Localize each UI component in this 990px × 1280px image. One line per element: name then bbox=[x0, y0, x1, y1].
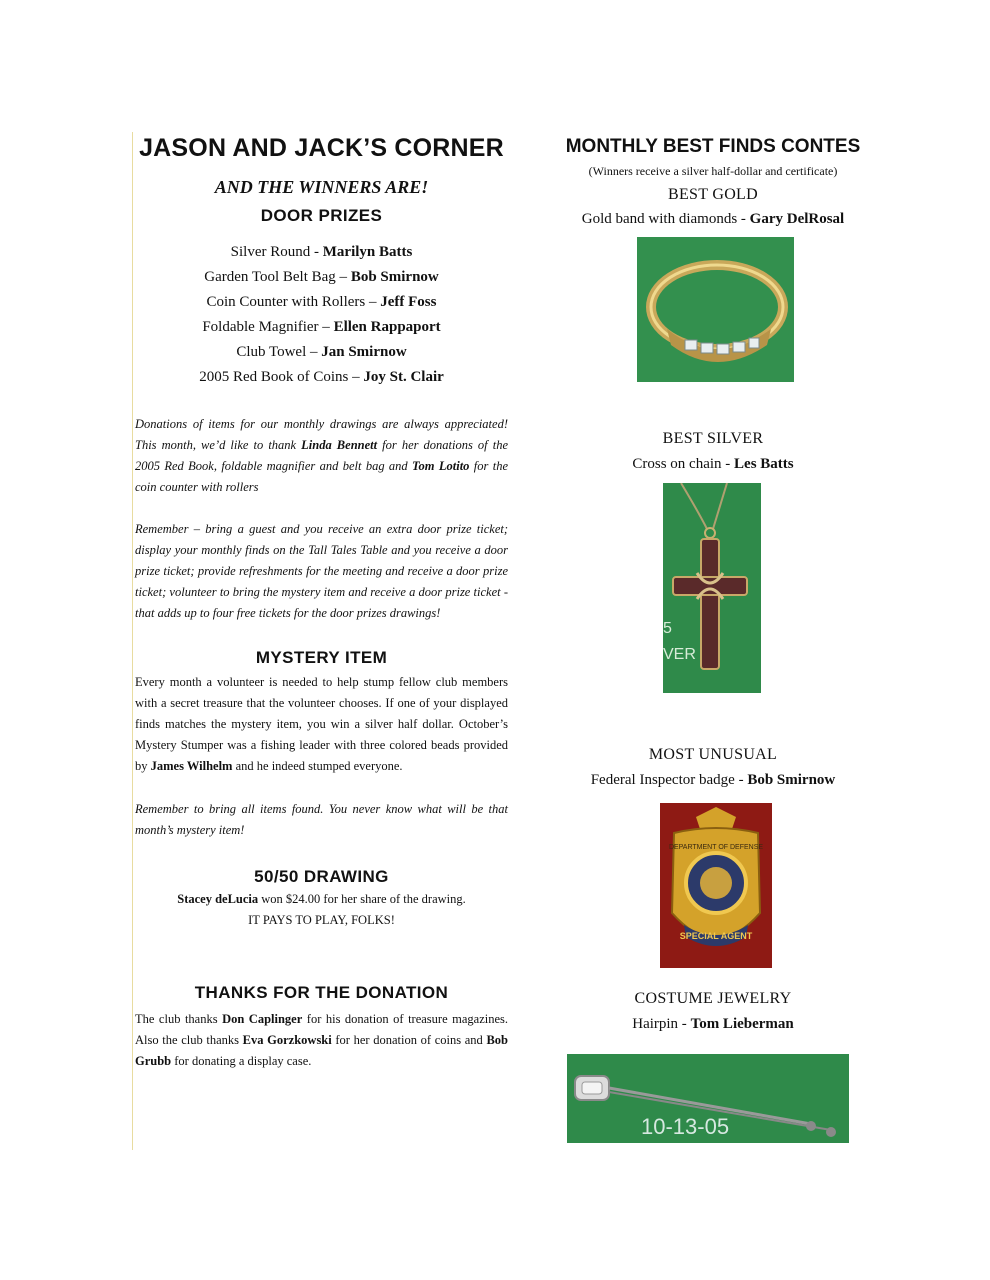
donor-name: Don Caplinger bbox=[222, 1012, 303, 1026]
drawing-winner: Stacey deLucia bbox=[177, 892, 259, 906]
most-unusual-winner bbox=[545, 772, 881, 789]
drawing-text: won $24.00 for her share of the drawing. bbox=[258, 892, 466, 906]
costume-jewelry-heading: COSTUME JEWELRY bbox=[634, 990, 792, 1007]
donor-name: Eva Gorzkowski bbox=[242, 1033, 332, 1047]
hairpin-photo bbox=[567, 1054, 849, 1143]
thanks-text: for donating a display case. bbox=[171, 1054, 312, 1068]
prize-item bbox=[135, 290, 508, 315]
remember-paragraph: Remember – bring a guest and you receive an extra door prize ticket; display your monthly finds on the Tall Tales Table and you receive a door prize ticket; provide refreshments for the meeting and receive a door prize ticket; volunteer to bring the mystery item and receive a door prize ticket - that adds up to four free tickets for the door prizes drawings! bbox=[135, 522, 508, 620]
thanks-text: for her donation of coins and bbox=[331, 1033, 487, 1047]
costume-jewelry-winner bbox=[545, 1016, 881, 1033]
drawing-heading: 50/50 DRAWING bbox=[254, 867, 389, 886]
federal-badge-photo bbox=[660, 803, 772, 968]
find-item: Cross on chain - bbox=[632, 456, 735, 472]
best-gold-winner bbox=[545, 211, 881, 228]
drawing-slogan: IT PAYS TO PLAY, FOLKS! bbox=[248, 913, 395, 927]
donor-name: Linda Bennett bbox=[301, 438, 378, 452]
mystery-text: and he indeed stumped everyone. bbox=[232, 759, 403, 773]
door-prizes-heading: DOOR PRIZES bbox=[260, 206, 383, 225]
thanks-heading: THANKS FOR THE DONATION bbox=[194, 983, 449, 1002]
column-divider bbox=[132, 132, 133, 1150]
donations-text: for her donations of the 2005 Red Book, foldable magnifier and belt bag and bbox=[135, 438, 508, 473]
hairpin-date-text: 10-13-05 bbox=[641, 1114, 730, 1139]
prize-name: Club Towel – bbox=[236, 344, 322, 360]
donations-text: for the coin counter with rollers bbox=[135, 459, 508, 494]
prize-winner: Jan Smirnow bbox=[321, 344, 407, 360]
find-item: Federal Inspector badge - bbox=[590, 772, 748, 788]
prize-winner: Joy St. Clair bbox=[363, 369, 444, 385]
find-winner: Bob Smirnow bbox=[747, 772, 836, 788]
left-column bbox=[135, 132, 508, 1072]
prize-name: Foldable Magnifier – bbox=[202, 319, 334, 335]
mystery-paragraph bbox=[135, 672, 508, 777]
prize-winner: Bob Smirnow bbox=[350, 269, 439, 285]
prize-item bbox=[135, 365, 508, 390]
prize-item bbox=[135, 340, 508, 365]
silver-cross-photo bbox=[663, 483, 761, 693]
badge-top-text: DEPARTMENT OF DEFENSE bbox=[668, 844, 764, 851]
thanks-text: The club thanks bbox=[135, 1012, 223, 1026]
thanks-paragraph bbox=[135, 1009, 508, 1072]
winners-subtitle: AND THE WINNERS ARE! bbox=[214, 177, 429, 197]
donations-paragraph bbox=[135, 414, 508, 498]
prize-item bbox=[135, 240, 508, 265]
gold-ring-photo bbox=[637, 237, 794, 382]
cross-overlay-text: VER bbox=[663, 646, 696, 663]
cross-overlay-text: 5 bbox=[663, 620, 672, 637]
door-prizes-list bbox=[135, 240, 508, 390]
donor-name: Bob Grubb bbox=[135, 1033, 508, 1068]
prize-winner: Jeff Foss bbox=[380, 294, 437, 310]
mystery-provider: James Wilhelm bbox=[150, 759, 233, 773]
prize-winner: Ellen Rappaport bbox=[333, 319, 441, 335]
winners-note: (Winners receive a silver half-dollar and certificate) bbox=[588, 164, 838, 178]
prize-name: Garden Tool Belt Bag – bbox=[204, 269, 351, 285]
best-finds-title: MONTHLY BEST FINDS CONTES bbox=[565, 136, 861, 157]
prize-winner: Marilyn Batts bbox=[322, 244, 413, 260]
badge-bottom-text: SPECIAL AGENT bbox=[679, 931, 753, 941]
prize-name: 2005 Red Book of Coins – bbox=[199, 369, 364, 385]
prize-name: Coin Counter with Rollers – bbox=[206, 294, 381, 310]
prize-item bbox=[135, 315, 508, 340]
thanks-text: for his donation of treasure magazines. Also the club thanks bbox=[135, 1012, 508, 1047]
best-silver-winner bbox=[545, 456, 881, 473]
prize-item bbox=[135, 265, 508, 290]
best-gold-heading: BEST GOLD bbox=[668, 186, 758, 203]
mystery-remember: Remember to bring all items found. You never know what will be that month’s mystery item! bbox=[135, 802, 508, 837]
find-item: Hairpin - bbox=[632, 1016, 691, 1032]
prize-name: Silver Round - bbox=[230, 244, 323, 260]
mystery-text: Every month a volunteer is needed to help stump fellow club members with a secret treasure that the volunteer chooses. If one of your displayed finds matches the mystery item, you win a silver half dollar. October’s Mystery Stumper was a fishing leader with three colored beads provided by bbox=[135, 675, 508, 773]
find-winner: Les Batts bbox=[734, 456, 794, 472]
page-title: JASON AND JACK’S CORNER bbox=[139, 134, 504, 162]
find-winner: Gary DelRosal bbox=[749, 211, 845, 227]
most-unusual-heading: MOST UNUSUAL bbox=[648, 746, 778, 763]
mystery-item-heading: MYSTERY ITEM bbox=[255, 648, 388, 667]
drawing-result bbox=[135, 889, 508, 910]
find-item: Gold band with diamonds - bbox=[581, 211, 750, 227]
donations-text: Donations of items for our monthly drawings are always appreciated! This month, we’d like to thank bbox=[135, 417, 508, 452]
best-silver-heading: BEST SILVER bbox=[662, 430, 764, 447]
donor-name: Tom Lotito bbox=[412, 459, 470, 473]
find-winner: Tom Lieberman bbox=[690, 1016, 794, 1032]
